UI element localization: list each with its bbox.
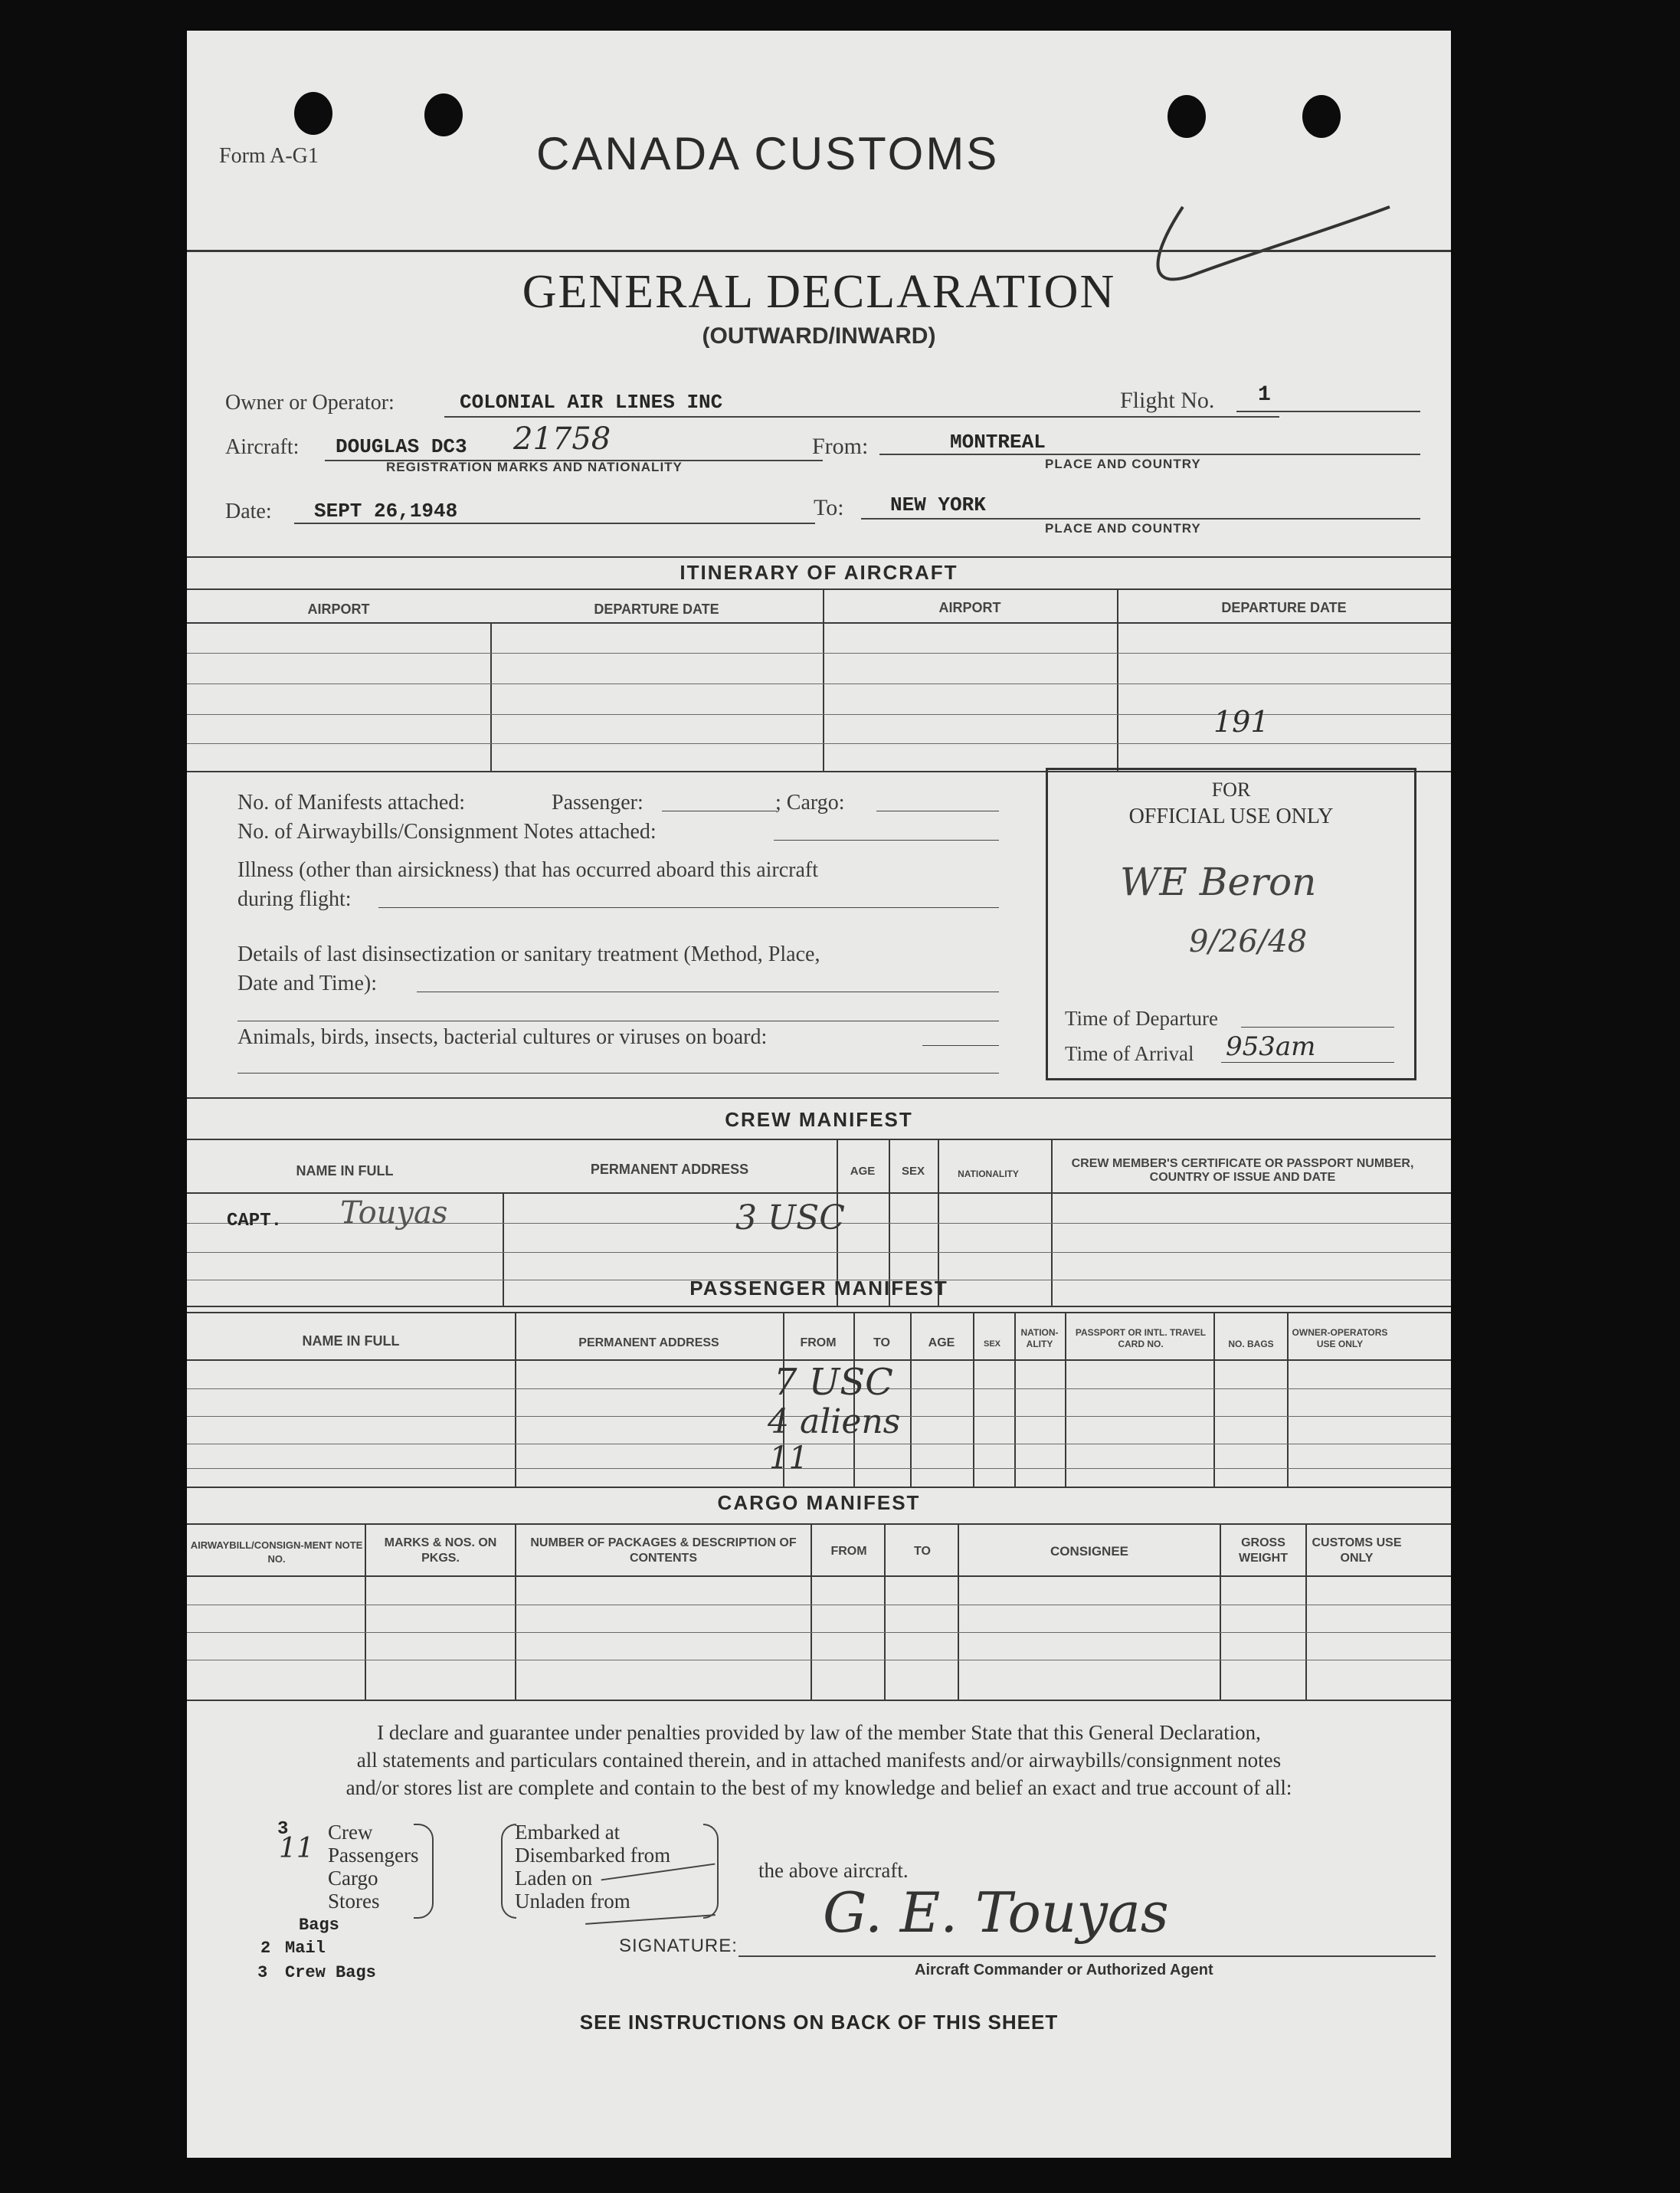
- date-underline: [294, 523, 815, 524]
- declaration-line-3: and/or stores list are complete and contain to the best of my knowledge and belief an exact and true account of all:: [345, 1776, 1292, 1799]
- declaration-line-1: I declare and guarantee under penalties provided by law of the member State that this General Declaration,: [377, 1721, 1261, 1744]
- passenger-col-1: [515, 1312, 516, 1487]
- arrival-time-label: Time of Arrival: [1065, 1042, 1194, 1065]
- flight-label: Flight No.: [1120, 388, 1215, 413]
- passenger-handwritten-2: 4 aliens: [768, 1402, 901, 1441]
- cargo-col-5: [958, 1523, 959, 1700]
- declaration-sheet: [187, 31, 1451, 2158]
- arrival-time-value[interactable]: 953am: [1226, 1031, 1316, 1062]
- crew-head-top: [187, 1139, 1451, 1140]
- action-brace-left: [501, 1824, 516, 1919]
- cargo-title: CARGO MANIFEST: [717, 1491, 921, 1514]
- cargo-head-airwaybill: AIRWAYBILL/CONSIGN-MENT NOTE NO.: [190, 1539, 363, 1565]
- itinerary-head-bottom: [187, 622, 1451, 624]
- itinerary-head-airport-2: AIRPORT: [938, 600, 1001, 615]
- owner-label: Owner or Operator:: [225, 391, 395, 415]
- cargo-head-weight: GROSS WEIGHT: [1239, 1536, 1288, 1565]
- itinerary-head-airport-1: AIRPORT: [307, 602, 370, 617]
- passenger-head-sex: SEX: [983, 1339, 1000, 1349]
- crew-bags-count[interactable]: 3: [257, 1963, 268, 1982]
- passenger-handwritten-1: 7 USC: [774, 1361, 893, 1404]
- passenger-label: Passenger:: [552, 791, 644, 815]
- form-number: Form A-G1: [219, 144, 319, 168]
- date-value[interactable]: SEPT 26,1948: [314, 500, 458, 523]
- disinsect-label-2: Date and Time):: [237, 972, 377, 995]
- manifests-label: No. of Manifests attached:: [237, 791, 466, 815]
- official-use-label: OFFICIAL USE ONLY: [1128, 805, 1334, 828]
- itinerary-head-date-2: DEPARTURE DATE: [1221, 600, 1347, 615]
- cargo-head-from: FROM: [830, 1545, 867, 1558]
- count-stores-label: Stores: [328, 1890, 380, 1913]
- passenger-head-to: TO: [873, 1336, 890, 1349]
- action-brace-right: [703, 1824, 719, 1919]
- punch-hole-3: [1167, 95, 1206, 138]
- from-place-caption: PLACE AND COUNTRY: [1045, 457, 1201, 471]
- passenger-head-bags: NO. BAGS: [1228, 1339, 1274, 1349]
- signature-line: [738, 1955, 1436, 1957]
- cargo-col-3: [811, 1523, 812, 1700]
- declaration-line-2: all statements and particulars contained therein, and in attached manifests and/or airwaybills/consignment notes: [356, 1749, 1282, 1772]
- count-passengers-value[interactable]: 11: [279, 1833, 314, 1864]
- itinerary-annotation: 191: [1213, 705, 1269, 739]
- passenger-head-address: PERMANENT ADDRESS: [578, 1336, 719, 1349]
- cargo-bottom: [187, 1700, 1451, 1701]
- cargo-col-2: [515, 1523, 516, 1700]
- passenger-head-nationality: NATION-ALITY: [1020, 1327, 1059, 1349]
- action-disembarked: Disembarked from: [515, 1844, 671, 1867]
- flight-value[interactable]: 1: [1258, 383, 1271, 407]
- cargo-head-bottom: [187, 1575, 1451, 1577]
- illness-label: Illness (other than airsickness) that has occurred aboard this aircraft: [237, 858, 819, 882]
- passenger-col-7: [1065, 1312, 1066, 1487]
- official-date: 9/26/48: [1189, 924, 1308, 959]
- form-title: GENERAL DECLARATION: [522, 266, 1116, 318]
- from-underline: [879, 454, 1420, 455]
- passenger-head-name: NAME IN FULL: [302, 1333, 400, 1349]
- crew-row-1-name[interactable]: Touyas: [340, 1195, 448, 1231]
- action-laden: Laden on: [515, 1867, 593, 1890]
- passenger-head-owner: OWNER-OPERATORS USE ONLY: [1292, 1327, 1388, 1349]
- owner-value[interactable]: COLONIAL AIR LINES INC: [460, 391, 723, 414]
- crew-head-nationality: NATIONALITY: [958, 1169, 1019, 1179]
- crew-head-bottom: [187, 1192, 1451, 1194]
- bags-label: Bags: [299, 1916, 339, 1935]
- aircraft-value[interactable]: DOUGLAS DC3: [336, 435, 467, 458]
- aircraft-handwritten: 21758: [513, 421, 611, 457]
- from-label: From:: [812, 434, 869, 459]
- passenger-col-4: [910, 1312, 912, 1487]
- to-place-caption: PLACE AND COUNTRY: [1045, 521, 1201, 536]
- passenger-col-9: [1287, 1312, 1289, 1487]
- action-embarked: Embarked at: [515, 1821, 621, 1844]
- passenger-title: PASSENGER MANIFEST: [689, 1277, 948, 1300]
- crew-bags-label: Crew Bags: [285, 1963, 376, 1982]
- itinerary-top-rule: [187, 556, 1451, 558]
- header-rule: [187, 250, 1451, 252]
- mail-label: Mail: [285, 1939, 326, 1958]
- itinerary-col-1: [490, 622, 492, 771]
- passenger-bottom: [187, 1487, 1451, 1488]
- action-unladen: Unladen from: [515, 1890, 630, 1913]
- instructions-note: SEE INSTRUCTIONS ON BACK OF THIS SHEET: [579, 2011, 1059, 2034]
- passenger-head-age: AGE: [928, 1336, 955, 1349]
- crew-head-sex: SEX: [901, 1165, 925, 1178]
- punch-hole-4: [1302, 95, 1341, 138]
- illness-label-2: during flight:: [237, 887, 352, 911]
- signature-value[interactable]: G. E. Touyas: [823, 1880, 1169, 1945]
- cargo-col-4: [884, 1523, 886, 1700]
- official-signature: WE Beron: [1120, 860, 1317, 904]
- itinerary-title: ITINERARY OF AIRCRAFT: [680, 561, 958, 584]
- cargo-head-marks: MARKS & NOS. ON PKGS.: [384, 1536, 497, 1565]
- owner-underline: [444, 416, 1279, 418]
- registration-caption: REGISTRATION MARKS AND NATIONALITY: [386, 460, 683, 474]
- passenger-head-from: FROM: [800, 1336, 837, 1349]
- passenger-col-8: [1213, 1312, 1215, 1487]
- crew-head-address: PERMANENT ADDRESS: [590, 1162, 749, 1177]
- punch-hole-2: [424, 93, 463, 136]
- crew-title: CREW MANIFEST: [725, 1108, 913, 1131]
- cargo-label: ; Cargo:: [775, 791, 845, 815]
- count-crew-label: Crew: [328, 1821, 373, 1844]
- form-subtitle: (OUTWARD/INWARD): [702, 323, 936, 349]
- passenger-head-passport: PASSPORT OR INTL. TRAVEL CARD NO.: [1075, 1327, 1207, 1349]
- to-value[interactable]: NEW YORK: [890, 493, 986, 516]
- cargo-col-1: [365, 1523, 366, 1700]
- itinerary-head-date-1: DEPARTURE DATE: [594, 602, 719, 617]
- to-label: To:: [814, 495, 844, 520]
- strike-unladen: [585, 1914, 716, 1925]
- cargo-head-to: TO: [914, 1545, 931, 1558]
- mail-count[interactable]: 2: [260, 1939, 271, 1958]
- from-value[interactable]: MONTREAL: [950, 431, 1046, 454]
- cargo-head-customs: CUSTOMS USE ONLY: [1312, 1536, 1402, 1565]
- agency-title: CANADA CUSTOMS: [536, 128, 1000, 179]
- punch-hole-1: [294, 92, 332, 135]
- flight-underline: [1236, 411, 1420, 412]
- signature-label: SIGNATURE:: [619, 1936, 738, 1956]
- crew-bottom: [187, 1306, 1451, 1307]
- aircraft-label: Aircraft:: [225, 435, 300, 459]
- official-for-label: FOR: [1211, 779, 1251, 801]
- to-underline: [861, 518, 1420, 520]
- crew-row-1-title[interactable]: CAPT.: [227, 1211, 283, 1231]
- above-aircraft-text: the above aircraft.: [758, 1859, 909, 1882]
- itinerary-head-top: [187, 588, 1451, 590]
- crew-row-1-address[interactable]: 3 USC: [735, 1198, 845, 1237]
- count-brace: [414, 1824, 434, 1919]
- disinsect-label: Details of last disinsectization or sanitary treatment (Method, Place,: [237, 942, 820, 966]
- passenger-col-5: [973, 1312, 974, 1487]
- crew-top-rule: [187, 1097, 1451, 1099]
- animals-label: Animals, birds, insects, bacterial cultures or viruses on board:: [237, 1025, 768, 1049]
- signature-caption: Aircraft Commander or Authorized Agent: [915, 1962, 1213, 1978]
- passenger-col-6: [1014, 1312, 1016, 1487]
- count-passengers-label: Passengers: [328, 1844, 419, 1867]
- crew-head-certificate: CREW MEMBER'S CERTIFICATE OR PASSPORT NUMBER, COUNTRY OF ISSUE AND DATE: [1071, 1157, 1414, 1184]
- cargo-col-7: [1305, 1523, 1307, 1700]
- passenger-head-top: [187, 1312, 1451, 1313]
- crew-head-age: AGE: [850, 1165, 876, 1178]
- cargo-col-6: [1220, 1523, 1221, 1700]
- date-label: Date:: [225, 500, 272, 523]
- departure-time-label: Time of Departure: [1065, 1007, 1218, 1030]
- count-crew-value[interactable]: 3: [277, 1819, 289, 1840]
- airwaybills-label: No. of Airwaybills/Consignment Notes attached:: [237, 820, 657, 844]
- cargo-head-packages: NUMBER OF PACKAGES & DESCRIPTION OF CONTENTS: [530, 1536, 797, 1565]
- passenger-handwritten-3: 11: [769, 1441, 808, 1476]
- cargo-head-consignee: CONSIGNEE: [1050, 1544, 1129, 1559]
- count-cargo-label: Cargo: [328, 1867, 378, 1890]
- cargo-head-top: [187, 1523, 1451, 1525]
- crew-head-name: NAME IN FULL: [296, 1163, 394, 1178]
